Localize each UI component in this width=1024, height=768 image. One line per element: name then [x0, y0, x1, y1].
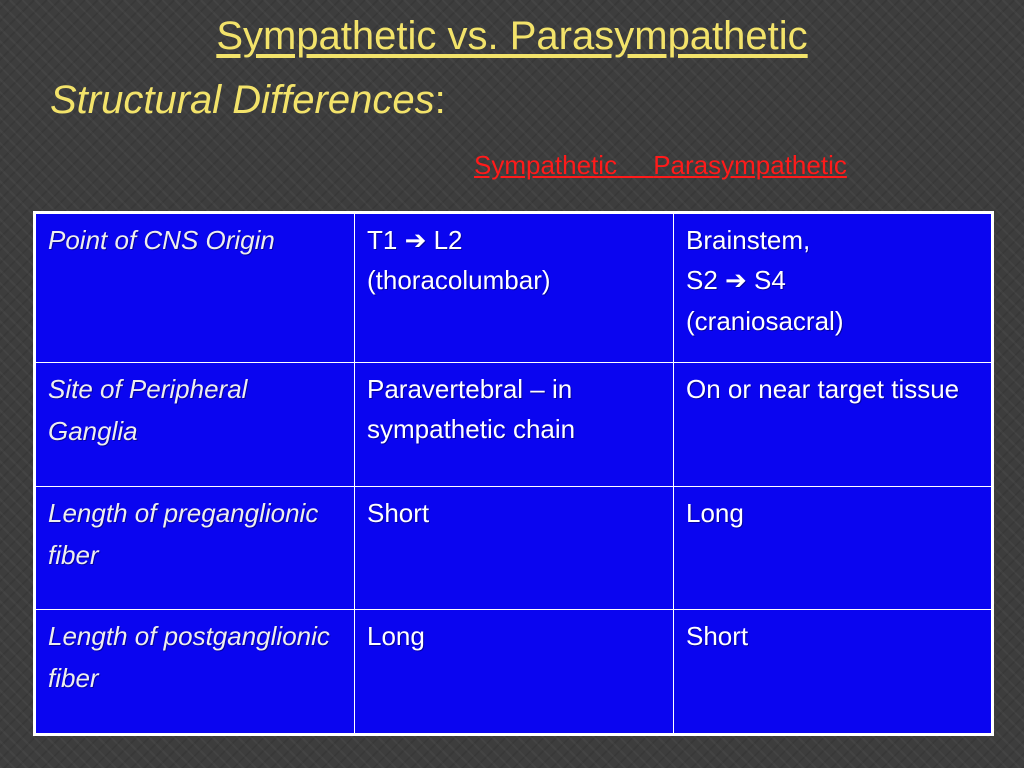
sympathetic-cell — [355, 610, 674, 735]
sympathetic-cell — [355, 213, 674, 363]
header-sympathetic: Sympathetic — [474, 150, 618, 180]
table-row — [35, 487, 993, 610]
parasympathetic-cell — [674, 363, 993, 487]
cell-line: (craniosacral) — [686, 305, 844, 336]
row-label: Site of Peripheral Ganglia — [35, 363, 355, 487]
cell-line: Long — [686, 498, 744, 528]
cell-line: Brainstem, — [686, 225, 811, 255]
cell-line: S2 ➔ S4 — [686, 265, 786, 296]
cell-line: Short — [686, 621, 749, 651]
cell-line: Paravertebral – in sympathetic chain — [367, 374, 576, 445]
parasympathetic-cell — [674, 610, 993, 735]
header-parasympathetic: Parasympathetic — [653, 150, 847, 180]
parasympathetic-cell — [674, 487, 993, 610]
sympathetic-cell — [355, 363, 674, 487]
sympathetic-cell — [355, 487, 674, 610]
row-label: Length of postganglionic fiber — [35, 610, 355, 735]
cell-line: T1 ➔ L2 — [367, 225, 463, 255]
cell-line: Long — [367, 621, 425, 651]
cell-line: On or near target tissue — [686, 374, 960, 404]
row-label: Point of CNS Origin — [35, 213, 355, 363]
parasympathetic-cell — [674, 213, 993, 363]
slide-title-text: Sympathetic vs. Parasympathetic — [216, 14, 808, 58]
row-label: Length of preganglionic fiber — [35, 487, 355, 610]
slide-subtitle-italic: Structural Differences — [50, 78, 435, 122]
table-row — [35, 363, 993, 487]
comparison-table — [33, 211, 994, 736]
slide-subtitle — [50, 78, 446, 123]
cell-line: Short — [367, 498, 430, 528]
slide-title — [0, 14, 1024, 59]
column-headers — [474, 150, 847, 181]
table-row — [35, 213, 993, 363]
table-row — [35, 610, 993, 735]
slide-subtitle-suffix: : — [434, 78, 446, 122]
cell-line: (thoracolumbar) — [367, 265, 551, 296]
